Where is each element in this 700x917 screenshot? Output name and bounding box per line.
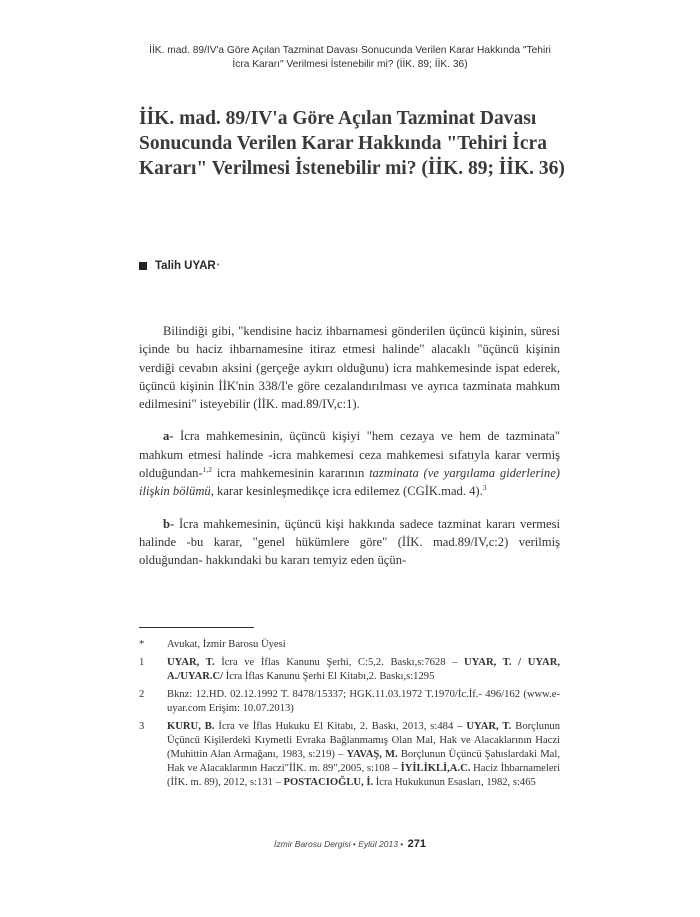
paragraph-3 [139,515,560,570]
paragraph-1-text: Bilindiği gibi, "kendisine haciz ihbarnamesi gönderilen üçüncü kişinin, süresi içinde bu haciz ihbarnamesine itiraz etmesi halinde" alacaklı "üçüncü kişinin verdiği cevabın aksini (gerçeğe aykırı olduğunu) icra mahkemesinde ispat ederek, üçüncü kişinin İİK'nin 338/I'e göre cezalandırılması ve ayrıca tazminata mahkum edilmesini" isteyebilir (İİK. mad.89/IV,c:1). [139,324,560,412]
running-head [120,44,580,72]
author-footnote-marker: * [216,262,220,270]
footnote-3-author-2: UYAR, T. [466,721,512,732]
footnote-3-text: İcra ve İflas Hukuku El Kitabı, 2. Baskı, 2013, s:484 – [214,721,467,732]
paragraph-2-text-c: karar kesinleşmedikçe icra edilemez (CGİK.mad. 4). [213,484,483,499]
footnote-3-text-5: İcra Hukukunun Esasları, 1982, s:465 [373,777,536,788]
article-body [139,322,560,584]
footnote-3-author-5: POSTACIOĞLU, İ. [283,777,374,788]
footnote-3-text-3: Borçlunun Üçüncü Şahıslardaki Mal, Hak ve Alacaklarının Haczi"İİK. m. 89",2005, s:108 – [167,749,560,774]
footnote-mark: 2 [139,689,145,700]
footnote-3 [139,720,560,790]
footnote-2 [139,688,560,716]
footer-separator: • [397,839,406,849]
footnote-mark: 3 [139,721,145,732]
footnote-star [139,638,560,652]
running-head-line-1: İİK. mad. 89/IV'a Göre Açılan Tazminat Davası Sonucunda Verilen Karar Hakkında "Tehiri [149,45,551,56]
footnote-divider [139,627,254,628]
footnote-1-author-2: UYAR, T. / UYAR, A./UYAR.C/ [167,657,560,682]
footnote-3-author: KURU, B. [167,721,215,732]
footnote-3-author-4: İYİLİKLİ,A.C. [400,763,471,774]
page-number: 271 [407,838,426,850]
paragraph-2-label: a- [163,429,174,444]
title-line-2: Sonucunda Verilen Karar Hakkında "Tehiri İcra [139,133,547,154]
footnote-text [167,656,560,684]
footnote-1 [139,656,560,684]
title-line-1: İİK. mad. 89/IV'a Göre Açılan Tazminat Davası [139,108,537,129]
footnote-1-author: UYAR, T. [167,657,215,668]
footnote-text [167,688,560,716]
footnote-mark: 1 [139,657,145,668]
footnote-text [167,638,560,652]
footnote-star-text: Avukat, İzmir Barosu Üyesi [167,639,286,650]
paragraph-2 [139,427,560,500]
paragraph-2-text-a: İcra mahkemesinin, üçüncü kişiyi "hem cezaya ve hem de tazminata" mahkum etmesi halinde -icra mahkemesi ceza mahkemesi sıfatıyla karar vermiş olduğundan- [139,429,560,481]
footer-separator: • [350,839,359,849]
footnote-ref-3[interactable]: 3 [482,483,487,493]
article-title [139,106,579,181]
footnote-text [167,720,560,790]
author-line [139,260,219,272]
footnote-2-text: Bknz: 12.HD. 02.12.1992 T. 8478/15337; HGK.11.03.1972 T.1970/İc.İf.- 496/162 (www.e-uyar.com Erişim: 10.07.2013) [167,689,560,714]
paragraph-2-italic: tazminata (ve yargılama giderlerine) ilişkin bölümü, [139,466,560,499]
page-footer [0,838,700,850]
footnote-3-text-2: Borçlunun Üçüncü Kişilerdeki Kıymetli Evraka Bağlanmamış Olan Mal, Hak ve Alacaklarının Haczi (Muhittin Alan Armağanı, 1983, s:219) – [167,721,560,760]
footnote-1-text: İcra ve İflas Kanunu Şerhi, C:5,2. Baskı,s:7628 – [214,657,464,668]
journal-name: İzmir Barosu Dergisi [274,839,351,849]
square-bullet-icon [139,262,147,270]
footnote-3-author-3: YAVAŞ, M. [346,749,398,760]
issue-date: Eylül 2013 [358,839,398,849]
paragraph-3-label: b- [163,516,175,531]
running-head-line-2: İcra Kararı" Verilmesi İstenebilir mi? (İİK. 89; İİK. 36) [232,59,468,70]
paragraph-1 [139,322,560,413]
title-line-3: Kararı" Verilmesi İstenebilir mi? (İİK. 89; İİK. 36) [139,158,565,179]
paragraph-2-text-b: icra mahkemesinin kararının [212,466,370,481]
footnotes [139,638,560,794]
footnote-mark: * [139,639,145,650]
footnote-ref-1-2[interactable]: 1,2 [202,464,213,474]
author-name: Talih UYAR [155,260,216,272]
footnote-3-text-4: Haciz İhbarnameleri (İİK. m. 89), 2012, s:131 – [167,763,560,788]
paragraph-3-text: İcra mahkemesinin, üçüncü kişi hakkında sadece tazminat kararı vermesi halinde -bu karar, "genel hükümlere göre" (İİK. mad.89/IV,c:2) verilmiş olduğundan- hakkındaki bu kararı temyiz eden üçün- [139,516,560,568]
footnote-1-text-2: İcra İflas Kanunu Şerhi El Kitabı,2. Baskı,s:1295 [223,671,435,682]
